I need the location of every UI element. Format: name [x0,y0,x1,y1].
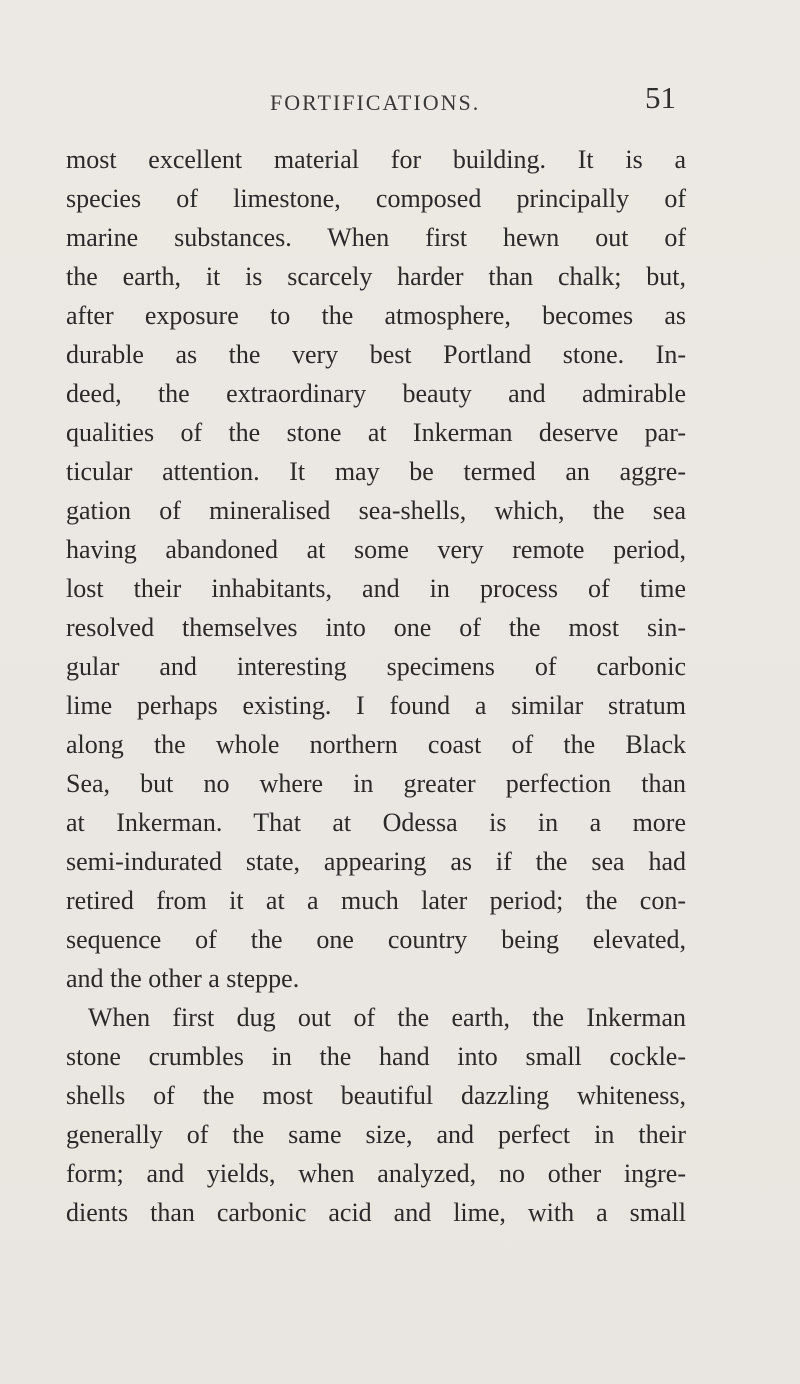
running-header [0,80,800,122]
text-line: form; and yields, when analyzed, no other ingre- [66,1159,686,1188]
text-line: after exposure to the atmosphere, becomes as [66,301,686,330]
paragraph-start-line: When first dug out of the earth, the Inkerman [88,1003,686,1032]
page-number: 51 [645,80,676,115]
text-line: shells of the most beautiful dazzling whiteness, [66,1081,686,1110]
text-line: deed, the extraordinary beauty and admirable [66,379,686,408]
text-line: the earth, it is scarcely harder than chalk; but, [66,262,686,291]
text-line: most excellent material for building. It is a [66,145,686,174]
text-line: stone crumbles in the hand into small cockle- [66,1042,686,1071]
text-line: resolved themselves into one of the most sin- [66,613,686,642]
text-line: semi-indurated state, appearing as if the sea had [66,847,686,876]
text-line: qualities of the stone at Inkerman deserve par- [66,418,686,447]
body-text [66,140,686,1232]
text-line: gular and interesting specimens of carbonic [66,652,686,681]
text-line: durable as the very best Portland stone. In- [66,340,686,369]
text-line: along the whole northern coast of the Black [66,730,686,759]
text-line: marine substances. When first hewn out of [66,223,686,252]
text-line: lost their inhabitants, and in process of time [66,574,686,603]
text-line: ticular attention. It may be termed an aggre- [66,457,686,486]
text-line: having abandoned at some very remote period, [66,535,686,564]
text-line: species of limestone, composed principally of [66,184,686,213]
text-line: at Inkerman. That at Odessa is in a more [66,808,686,837]
text-line: dients than carbonic acid and lime, with a small [66,1198,686,1227]
text-line: gation of mineralised sea-shells, which, the sea [66,496,686,525]
text-line: lime perhaps existing. I found a similar stratum [66,691,686,720]
text-line: sequence of the one country being elevated, [66,925,686,954]
text-line: generally of the same size, and perfect in their [66,1120,686,1149]
text-line: retired from it at a much later period; the con- [66,886,686,915]
text-line: Sea, but no where in greater perfection than [66,769,686,798]
paragraph-end-line: and the other a steppe. [66,964,300,993]
running-title: FORTIFICATIONS. [270,90,481,115]
